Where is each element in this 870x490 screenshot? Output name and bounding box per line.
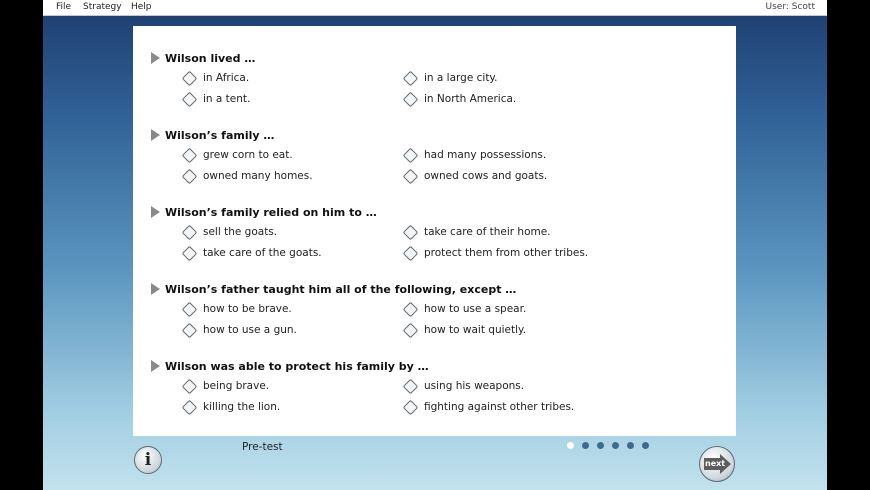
radio-icon[interactable] (403, 224, 419, 240)
question-3 (151, 204, 731, 259)
option-2-a[interactable] (181, 147, 293, 163)
question-5 (151, 358, 731, 413)
radio-icon[interactable] (182, 168, 198, 184)
question-arrow-icon (151, 283, 160, 295)
question-prompt: Wilson’s family relied on him to … (165, 205, 377, 219)
next-label: next (705, 459, 726, 468)
option-label: in a tent. (203, 93, 251, 105)
user-label: User: Scott (765, 2, 815, 12)
radio-icon[interactable] (403, 147, 419, 163)
question-arrow-icon (151, 360, 160, 372)
menu-strategy[interactable]: Strategy (83, 2, 122, 12)
option-2-d[interactable] (402, 168, 547, 184)
radio-icon[interactable] (182, 91, 198, 107)
radio-icon[interactable] (403, 301, 419, 317)
option-4-d[interactable] (402, 322, 526, 338)
radio-icon[interactable] (182, 301, 198, 317)
option-5-b[interactable] (402, 378, 524, 394)
option-label: how to use a gun. (203, 324, 297, 336)
page-dot[interactable] (582, 442, 589, 449)
option-label: sell the goats. (203, 226, 278, 238)
option-label: protect them from other tribes. (424, 247, 589, 259)
next-arrow-icon (704, 454, 730, 474)
option-3-d[interactable] (402, 245, 588, 261)
quiz-panel (133, 26, 736, 436)
page-dot[interactable] (597, 442, 604, 449)
option-1-c[interactable] (181, 91, 250, 107)
menu-file[interactable]: File (56, 2, 72, 12)
option-label: how to use a spear. (424, 303, 527, 315)
page-dot[interactable] (567, 442, 574, 449)
option-5-d[interactable] (402, 399, 574, 415)
question-arrow-icon (151, 206, 160, 218)
question-2 (151, 127, 731, 182)
radio-icon[interactable] (403, 399, 419, 415)
option-label: in North America. (424, 93, 517, 105)
menu-help[interactable]: Help (131, 2, 152, 12)
question-prompt: Wilson’s family … (165, 128, 275, 142)
radio-icon[interactable] (403, 168, 419, 184)
question-arrow-icon (151, 52, 160, 64)
radio-icon[interactable] (182, 245, 198, 261)
info-icon: i (144, 450, 152, 470)
radio-icon[interactable] (403, 91, 419, 107)
option-3-c[interactable] (181, 245, 322, 261)
option-3-a[interactable] (181, 224, 277, 240)
option-label: take care of their home. (424, 226, 551, 238)
radio-icon[interactable] (182, 399, 198, 415)
question-prompt: Wilson’s father taught him all of the following, except … (165, 282, 517, 296)
next-button[interactable] (699, 446, 735, 482)
question-prompt: Wilson lived … (165, 51, 256, 65)
page-dot[interactable] (642, 442, 649, 449)
question-1 (151, 50, 731, 105)
option-1-b[interactable] (402, 70, 498, 86)
info-button[interactable] (134, 446, 162, 474)
option-label: owned cows and goats. (424, 170, 548, 182)
radio-icon[interactable] (182, 70, 198, 86)
question-prompt: Wilson was able to protect his family by … (165, 359, 429, 373)
app-stage (43, 0, 827, 490)
page-dot[interactable] (627, 442, 634, 449)
option-4-b[interactable] (402, 301, 526, 317)
option-label: killing the lion. (203, 401, 281, 413)
option-label: how to wait quietly. (424, 324, 527, 336)
question-4 (151, 281, 731, 336)
option-label: being brave. (203, 380, 270, 392)
radio-icon[interactable] (182, 224, 198, 240)
option-label: had many possessions. (424, 149, 547, 161)
page-dot[interactable] (612, 442, 619, 449)
radio-icon[interactable] (182, 378, 198, 394)
radio-icon[interactable] (403, 70, 419, 86)
question-arrow-icon (151, 129, 160, 141)
option-1-d[interactable] (402, 91, 516, 107)
option-label: in Africa. (203, 72, 250, 84)
option-4-a[interactable] (181, 301, 292, 317)
radio-icon[interactable] (403, 245, 419, 261)
option-label: using his weapons. (424, 380, 525, 392)
page-indicator (567, 442, 657, 449)
option-1-a[interactable] (181, 70, 249, 86)
option-3-b[interactable] (402, 224, 551, 240)
option-label: grew corn to eat. (203, 149, 293, 161)
radio-icon[interactable] (403, 378, 419, 394)
radio-icon[interactable] (182, 147, 198, 163)
option-5-c[interactable] (181, 399, 280, 415)
option-label: fighting against other tribes. (424, 401, 575, 413)
option-4-c[interactable] (181, 322, 297, 338)
menu-bar (43, 0, 827, 16)
pre-test-label: Pre-test (242, 441, 283, 453)
option-label: in a large city. (424, 72, 498, 84)
option-2-b[interactable] (402, 147, 546, 163)
radio-icon[interactable] (182, 322, 198, 338)
option-5-a[interactable] (181, 378, 269, 394)
option-2-c[interactable] (181, 168, 313, 184)
option-label: owned many homes. (203, 170, 313, 182)
option-label: how to be brave. (203, 303, 292, 315)
option-label: take care of the goats. (203, 247, 322, 259)
radio-icon[interactable] (403, 322, 419, 338)
